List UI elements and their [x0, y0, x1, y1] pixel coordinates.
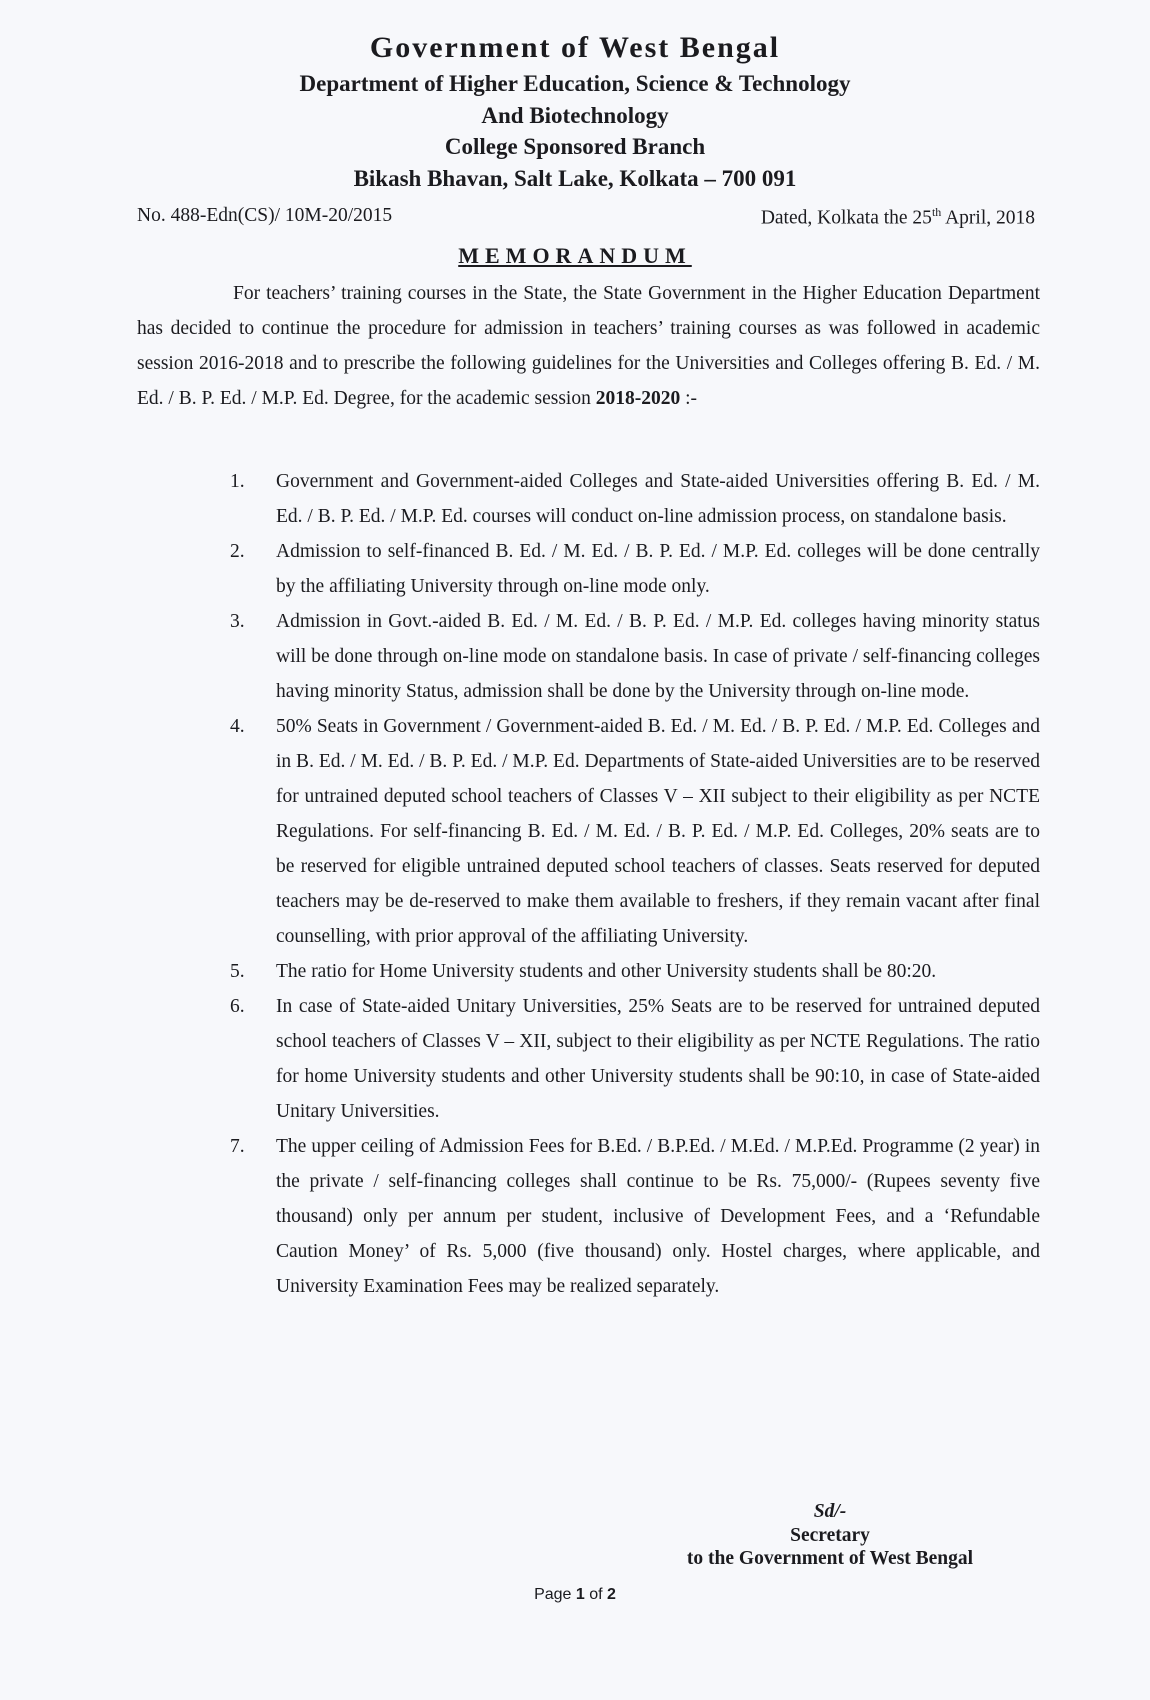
- letterhead: [0, 28, 1150, 194]
- date-prefix: Dated, Kolkata the 25: [760, 207, 932, 229]
- department-name: Department of Higher Education, Science & Technology: [299, 71, 851, 96]
- page-number: [0, 1586, 1150, 1604]
- item-text: Admission to self-financed B. Ed. / M. Ed. / B. P. Ed. / M.P. Ed. colleges will be done centrally by the affiliating University through on-line mode only.: [276, 541, 1040, 597]
- intro-tail: :-: [680, 388, 698, 409]
- signature-block: [650, 1500, 1010, 1571]
- guideline-item: [230, 464, 1040, 534]
- intro-text: For teachers’ training courses in the State, the State Government in the Higher Education Department has decided to continue the procedure for admission in teachers’ training courses as was followed in academic session 2016-2018 and to prescribe the following guidelines for the Universities and Colleges offering B. Ed. / M. Ed. / B. P. Ed. / M.P. Ed. Degree, for the academic session: [137, 283, 1040, 409]
- item-number: 5.: [230, 961, 245, 982]
- guideline-item: [230, 1129, 1040, 1304]
- item-number: 7.: [230, 1136, 245, 1157]
- branch-name: College Sponsored Branch: [444, 134, 706, 159]
- item-number: 4.: [230, 716, 245, 737]
- page-middle: of: [584, 1586, 608, 1603]
- guideline-item: [230, 604, 1040, 709]
- intro-paragraph: [137, 276, 1040, 416]
- item-number: 6.: [230, 996, 245, 1017]
- date-suffix: April, 2018: [941, 207, 1035, 229]
- signatory-designation: Secretary: [790, 1524, 870, 1546]
- item-text: In case of State-aided Unitary Universities, 25% Seats are to be reserved for untrained deputed school teachers of Classes V – XII, subject to their eligibility as per NCTE Regulations. The ratio for home University students and other University students shall be 90:10, in case of State-aided Unitary Universities.: [276, 996, 1040, 1122]
- date-ordinal: th: [931, 205, 942, 219]
- item-text: The upper ceiling of Admission Fees for B.Ed. / B.P.Ed. / M.Ed. / M.P.Ed. Programme (2 year) in the private / self-financing colleges shall continue to be Rs. 75,000/- (Rupees seventy five thousand) only per annum per student, inclusive of Development Fees, and a ‘Refundable Caution Money’ of Rs. 5,000 (five thousand) only. Hostel charges, where applicable, and University Examination Fees may be realized separately.: [276, 1136, 1040, 1297]
- item-text: 50% Seats in Government / Government-aided B. Ed. / M. Ed. / B. P. Ed. / M.P. Ed. Colleges and in B. Ed. / M. Ed. / B. P. Ed. / M.P. Ed. Departments of State-aided Universities are to be reserved for untrained deputed school teachers of Classes V – XII subject to their eligibility as per NCTE Regulations. For self-financing B. Ed. / M. Ed. / B. P. Ed. / M.P. Ed. Colleges, 20% seats are to be reserved for eligible untrained deputed school teachers of classes. Seats reserved for deputed teachers may be de-reserved to make them available to freshers, if they remain vacant after final counselling, with prior approval of the affiliating University.: [276, 716, 1040, 947]
- item-number: 1.: [230, 471, 245, 492]
- memo-number: No. 488-Edn(CS)/ 10M-20/2015: [137, 205, 393, 226]
- item-text: Admission in Govt.-aided B. Ed. / M. Ed. / B. P. Ed. / M.P. Ed. colleges having minority status will be done through on-line mode on standalone basis. In case of private / self-financing colleges having minority Status, admission shall be done by the University through on-line mode.: [276, 611, 1040, 702]
- academic-session: 2018-2020: [595, 388, 681, 409]
- item-text: Government and Government-aided Colleges and State-aided Universities offering B. Ed. / M. Ed. / B. P. Ed. / M.P. Ed. courses will conduct on-line admission process, on standalone basis.: [276, 471, 1040, 527]
- item-number: 2.: [230, 541, 245, 562]
- signed-mark: Sd/-: [813, 1501, 847, 1522]
- guideline-item: [230, 989, 1040, 1129]
- item-number: 3.: [230, 611, 245, 632]
- guideline-item: [230, 534, 1040, 604]
- page-prefix: Page: [534, 1586, 576, 1603]
- department-name-cont: And Biotechnology: [481, 102, 669, 128]
- government-title: Government of West Bengal: [369, 31, 781, 64]
- guideline-item: [230, 709, 1040, 954]
- office-address: Bikash Bhavan, Salt Lake, Kolkata – 700 091: [353, 165, 797, 191]
- signatory-organization: to the Government of West Bengal: [686, 1548, 974, 1569]
- guideline-item: [230, 954, 1040, 989]
- item-text: The ratio for Home University students and other University students shall be 80:20.: [276, 961, 937, 982]
- guidelines-list: [230, 464, 1040, 1304]
- page-current: 1: [575, 1586, 585, 1603]
- page-total: 2: [607, 1586, 616, 1603]
- memo-date: [761, 205, 1035, 230]
- memorandum-heading: MEMORANDUM: [458, 243, 692, 268]
